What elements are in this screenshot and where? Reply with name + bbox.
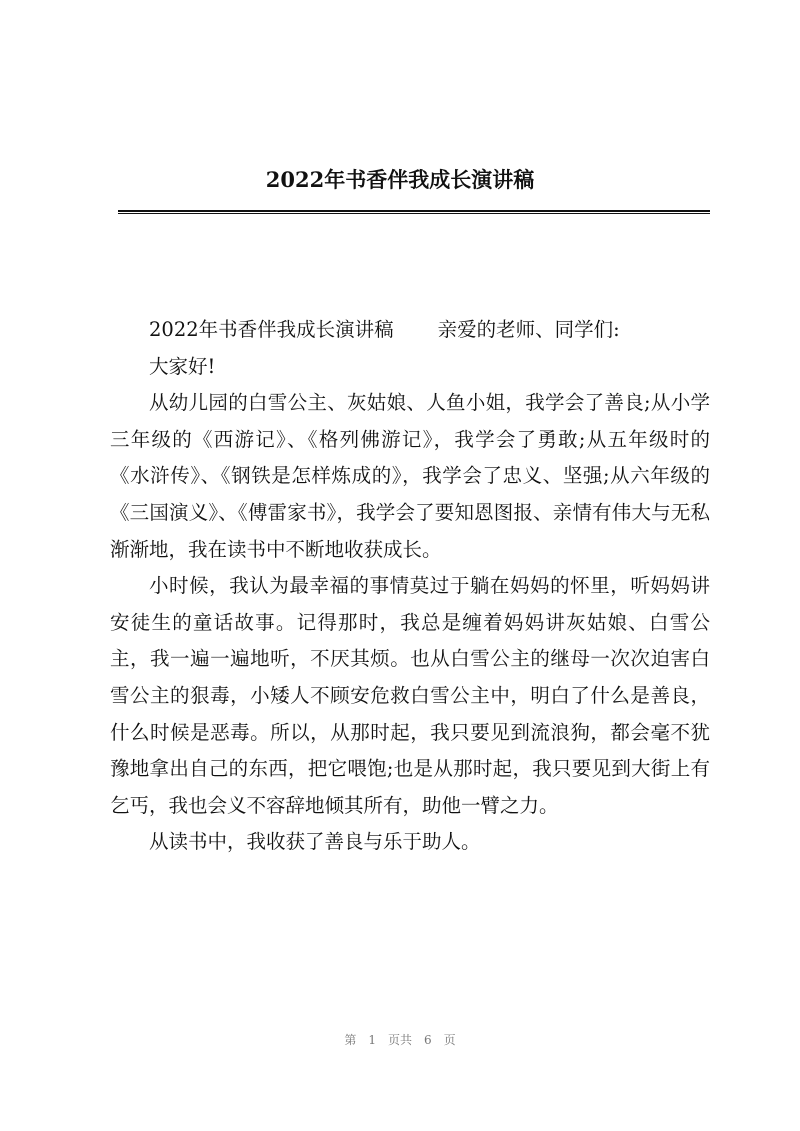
- document-title: 2022年书香伴我成长演讲稿: [265, 167, 535, 192]
- page-label-suffix: 页: [443, 1033, 456, 1047]
- document-body: [110, 312, 710, 861]
- page-label-prefix: 第: [344, 1033, 357, 1047]
- paragraph: 小时候，我认为最幸福的事情莫过于躺在妈妈的怀里，听妈妈讲安徒生的童话故事。记得那时，我总是缠着妈妈讲灰姑娘、白雪公主，我一遍一遍地听，不厌其烦。也从白雪公主的继母一次次迫害白雪公主的狠毒，小矮人不顾安危救白雪公主中，明白了什么是善良，什么时候是恶毒。所以，从那时起，我只要见到流浪狗，都会毫不犹豫地拿出自己的东西，把它喂饱;也是从那时起，我只要见到大街上有乞丐，我也会义不容辞地倾其所有，助他一臂之力。: [110, 574, 710, 817]
- title-divider: [118, 210, 710, 214]
- page-footer: [0, 1032, 800, 1048]
- page-label-mid: 页共: [387, 1033, 412, 1047]
- greeting: 大家好!: [149, 354, 216, 378]
- opening-line: [110, 312, 710, 349]
- total-pages-number: 6: [424, 1033, 432, 1047]
- salutation: 亲爱的老师、同学们:: [437, 318, 620, 341]
- paragraph: 从读书中，我收获了善良与乐于助人。: [149, 830, 481, 854]
- inline-heading: 2022年书香伴我成长演讲稿: [149, 318, 394, 341]
- current-page-number: 1: [368, 1033, 376, 1047]
- paragraph: 从幼儿园的白雪公主、灰姑娘、人鱼小姐，我学会了善良;从小学三年级的《西游记》、《格列佛游记》，我学会了勇敢;从五年级时的《水浒传》、《钢铁是怎样炼成的》，我学会了忠义、坚强;从六年级的《三国演义》、《傅雷家书》，我学会了要知恩图报、亲情有伟大与无私渐渐地，我在读书中不断地收获成长。: [110, 391, 710, 561]
